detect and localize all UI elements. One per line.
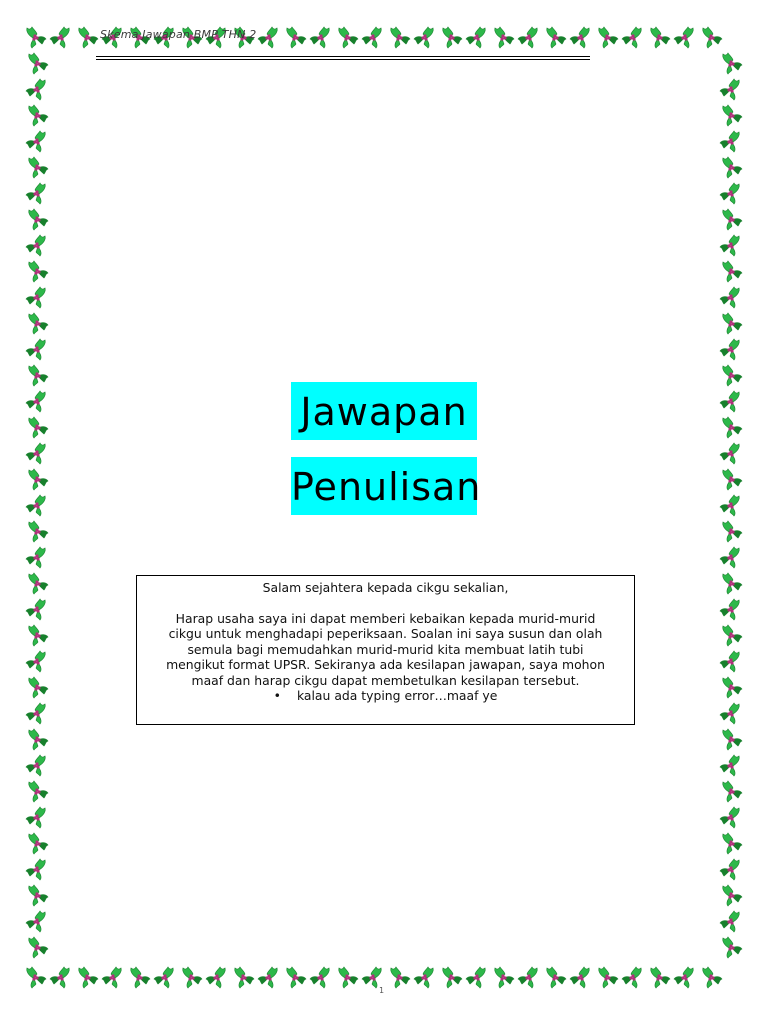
holly-icon	[495, 967, 514, 988]
holly-icon	[720, 339, 739, 360]
holly-icon	[570, 27, 589, 48]
holly-icon	[29, 469, 48, 490]
holly-icon	[720, 651, 739, 672]
holly-icon	[235, 967, 254, 988]
note-line: cikgu untuk menghadapi peperiksaan. Soalan ini saya susun dan olah	[168, 626, 603, 641]
holly-icon	[720, 131, 739, 152]
holly-icon	[50, 967, 69, 988]
holly-icon	[26, 599, 45, 620]
page-number: 1	[379, 986, 385, 995]
holly-icon	[29, 105, 48, 126]
holly-icon	[79, 967, 98, 988]
holly-icon	[723, 885, 742, 906]
holly-icon	[723, 677, 742, 698]
holly-icon	[26, 183, 45, 204]
holly-icon	[723, 937, 742, 958]
holly-icon	[466, 967, 485, 988]
holly-icon	[720, 287, 739, 308]
holly-icon	[723, 573, 742, 594]
holly-icon	[651, 27, 670, 48]
holly-icon	[720, 599, 739, 620]
holly-icon	[720, 911, 739, 932]
note-body	[137, 611, 634, 704]
title-line-2: Penulisan	[291, 457, 477, 515]
holly-icon	[310, 27, 329, 48]
holly-icon	[723, 833, 742, 854]
holly-icon	[720, 235, 739, 256]
holly-icon	[723, 469, 742, 490]
holly-icon	[720, 79, 739, 100]
holly-icon	[310, 967, 329, 988]
holly-icon	[206, 967, 225, 988]
holly-icon	[720, 547, 739, 568]
holly-icon	[131, 967, 150, 988]
holly-icon	[339, 27, 358, 48]
holly-icon	[723, 313, 742, 334]
note-line: mengikut format UPSR. Sekiranya ada kesilapan jawapan, saya mohon	[166, 657, 605, 672]
holly-icon	[723, 521, 742, 542]
holly-icon	[723, 781, 742, 802]
note-bullet-item	[147, 688, 624, 704]
note-line: semula bagi memudahkan murid-murid kita membuat latih tubi	[187, 641, 584, 657]
holly-icon	[723, 53, 742, 74]
holly-icon	[26, 235, 45, 256]
holly-icon	[79, 27, 98, 48]
holly-icon	[26, 547, 45, 568]
holly-icon	[674, 967, 693, 988]
holly-icon	[720, 807, 739, 828]
holly-icon	[720, 495, 739, 516]
holly-icon	[29, 365, 48, 386]
holly-icon	[26, 79, 45, 100]
holly-icon	[29, 417, 48, 438]
holly-icon	[29, 677, 48, 698]
holly-icon	[466, 27, 485, 48]
holly-icon	[26, 807, 45, 828]
holly-icon	[723, 625, 742, 646]
note-line: Harap usaha saya ini dapat memberi kebaikan kepada murid-murid	[175, 610, 596, 626]
holly-icon	[414, 27, 433, 48]
holly-icon	[26, 703, 45, 724]
holly-icon	[674, 27, 693, 48]
holly-icon	[391, 967, 410, 988]
holly-icon	[29, 53, 48, 74]
holly-icon	[723, 209, 742, 230]
holly-icon	[362, 967, 381, 988]
holly-icon	[29, 157, 48, 178]
note-line: maaf dan harap cikgu dapat membetulkan kesilapan tersebut.	[191, 672, 580, 688]
holly-icon	[26, 495, 45, 516]
holly-icon	[547, 967, 566, 988]
holly-icon	[443, 967, 462, 988]
holly-icon	[102, 967, 121, 988]
header-rule	[96, 56, 590, 60]
holly-icon	[26, 755, 45, 776]
holly-icon	[723, 105, 742, 126]
holly-icon	[723, 157, 742, 178]
holly-icon	[29, 833, 48, 854]
holly-icon	[362, 27, 381, 48]
holly-icon	[414, 967, 433, 988]
bullet-icon: •	[273, 688, 281, 703]
holly-icon	[258, 27, 277, 48]
holly-icon	[26, 339, 45, 360]
holly-icon	[720, 443, 739, 464]
holly-icon	[720, 391, 739, 412]
note-box	[136, 575, 635, 725]
holly-icon	[29, 209, 48, 230]
holly-icon	[26, 131, 45, 152]
holly-icon	[26, 651, 45, 672]
title-line-1: Jawapan	[291, 382, 477, 440]
holly-icon	[720, 859, 739, 880]
holly-icon	[26, 391, 45, 412]
holly-icon	[29, 937, 48, 958]
holly-border-right	[716, 50, 746, 964]
holly-icon	[29, 781, 48, 802]
holly-icon	[703, 967, 722, 988]
holly-icon	[443, 27, 462, 48]
holly-icon	[723, 417, 742, 438]
holly-icon	[547, 27, 566, 48]
holly-icon	[26, 287, 45, 308]
holly-icon	[720, 703, 739, 724]
holly-icon	[26, 911, 45, 932]
page-header: Skema Jawapan BMP THN 2	[100, 28, 257, 41]
holly-icon	[723, 365, 742, 386]
holly-icon	[518, 27, 537, 48]
holly-icon	[26, 859, 45, 880]
holly-icon	[723, 729, 742, 750]
holly-icon	[720, 183, 739, 204]
holly-icon	[651, 967, 670, 988]
holly-border-left	[22, 50, 52, 964]
holly-icon	[622, 27, 641, 48]
holly-icon	[622, 967, 641, 988]
holly-icon	[391, 27, 410, 48]
holly-icon	[50, 27, 69, 48]
holly-icon	[29, 625, 48, 646]
holly-icon	[27, 27, 46, 48]
holly-icon	[287, 967, 306, 988]
holly-icon	[599, 27, 618, 48]
holly-icon	[27, 967, 46, 988]
holly-icon	[29, 261, 48, 282]
holly-icon	[495, 27, 514, 48]
holly-icon	[518, 967, 537, 988]
holly-icon	[29, 313, 48, 334]
holly-icon	[703, 27, 722, 48]
holly-icon	[154, 967, 173, 988]
holly-icon	[26, 443, 45, 464]
holly-icon	[570, 967, 589, 988]
holly-icon	[258, 967, 277, 988]
holly-icon	[723, 261, 742, 282]
note-bullet-text: kalau ada typing error…maaf ye	[296, 688, 498, 703]
holly-icon	[29, 521, 48, 542]
holly-icon	[29, 573, 48, 594]
holly-icon	[29, 885, 48, 906]
holly-icon	[339, 967, 358, 988]
holly-icon	[599, 967, 618, 988]
holly-icon	[183, 967, 202, 988]
note-greeting: Salam sejahtera kepada cikgu sekalian,	[262, 580, 509, 595]
holly-icon	[29, 729, 48, 750]
holly-icon	[287, 27, 306, 48]
holly-icon	[720, 755, 739, 776]
